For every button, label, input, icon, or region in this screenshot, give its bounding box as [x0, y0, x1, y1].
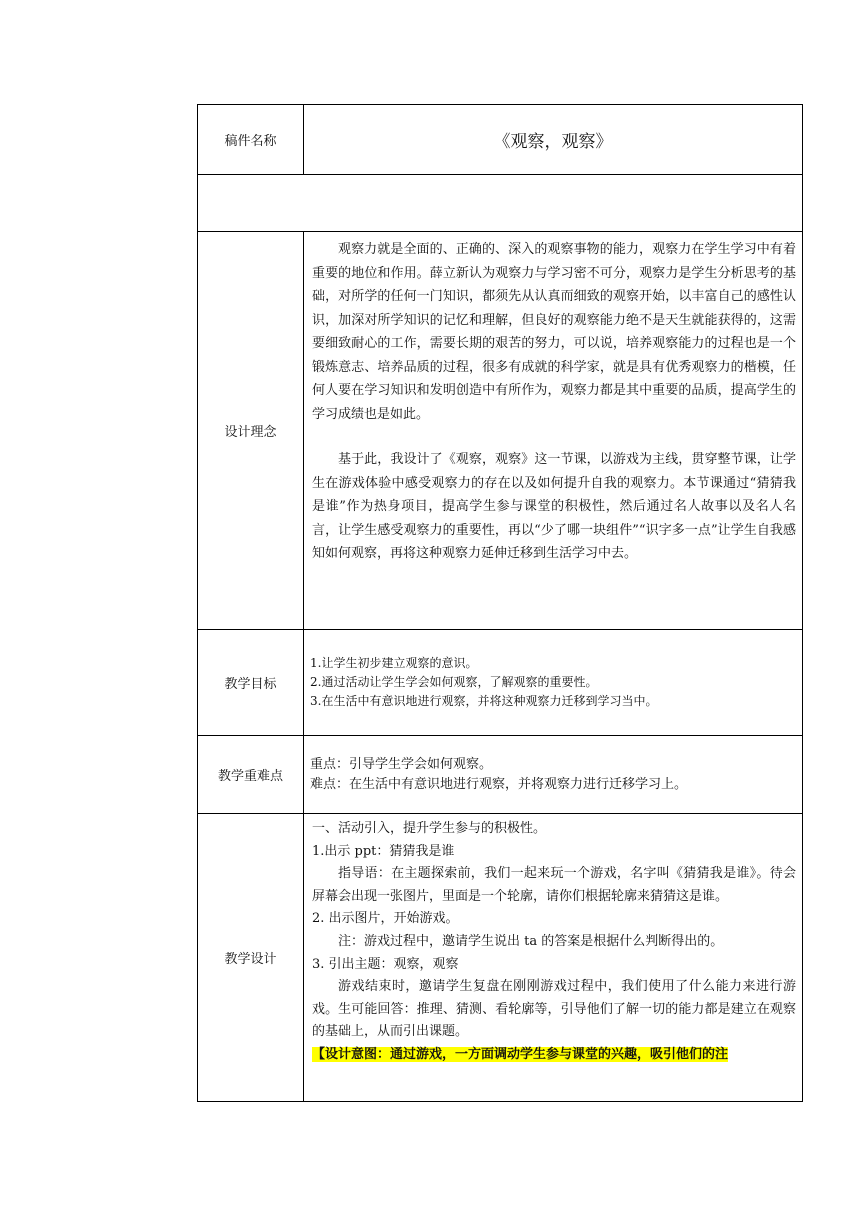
label-teaching-design: 教学设计	[198, 814, 304, 1102]
theory-paragraph-1: 观察力就是全面的、正确的、深入的观察事物的能力，观察力在学生学习中有着重要的地位和作用。薛立新认为观察力与学习密不可分，观察力是学生分析思考的基础，对所学的任何一门知识，都须先从认真而细致的观察开始，以丰富自己的感性认识，加深对所学知识的记忆和理解，但良好的观察能力绝不是天生就能获得的，这需要细致耐心的工作，需要长期的艰苦的努力，可以说，培养观察能力的过程也是一个锻炼意志、培养品质的过程，很多有成就的科学家，就是具有优秀观察力的楷模，任何人要在学习知识和发明创造中有所作为，观察力都是其中重要的品质，提高学生的学习成绩也是如此。	[312, 242, 796, 422]
key-difficulties-content	[304, 736, 803, 814]
key-point: 重点：引导学生学会如何观察。	[310, 756, 493, 772]
teaching-design-content	[304, 814, 803, 1102]
label-design-theory: 设计理念	[198, 232, 304, 630]
row-key-points	[198, 736, 803, 814]
design-section-heading: 一、活动引入，提升学生参与的积极性。	[312, 821, 547, 836]
blank-cell	[198, 175, 803, 232]
label-teaching-goals: 教学目标	[198, 630, 304, 736]
manuscript-title: 《观察，观察》	[304, 105, 803, 175]
goal-item: 2.通过活动让学生学会如何观察，了解观察的重要性。	[310, 675, 598, 689]
difficult-point: 难点：在生活中有意识地进行观察，并将观察力进行迁移学习上。	[310, 776, 688, 792]
goal-item: 1.让学生初步建立观察的意识。	[310, 656, 478, 670]
row-teaching-design	[198, 814, 803, 1102]
design-theory-content	[304, 232, 803, 630]
theory-paragraph-2: 基于此，我设计了《观察，观察》这一节课，以游戏为主线，贯穿整节课，让学生在游戏体验中感受观察力的存在以及如何提升自我的观察力。本节课通过“猜猜我是谁”作为热身项目，提高学生参与课堂的积极性，然后通过名人故事以及名人名言，让学生感受观察力的重要性，再以“少了哪一块组件”“识字多一点”让学生自我感知如何观察，再将这种观察力延伸迁移到生活学习中去。	[312, 452, 796, 561]
design-summary: 游戏结束时，邀请学生复盘在刚刚游戏过程中，我们使用了什么能力来进行游戏。生可能回答：推理、猜测、看轮廓等，引导他们了解一切的能力都是建立在观察的基础上，从而引出课题。	[312, 979, 796, 1040]
label-key-difficulties: 教学重难点	[198, 736, 304, 814]
row-title	[198, 105, 803, 175]
design-step: 2. 出示图片，开始游戏。	[312, 911, 459, 927]
goal-item: 3.在生活中有意识地进行观察，并将这种观察力迁移到学习当中。	[310, 694, 658, 708]
row-design-theory	[198, 232, 803, 630]
design-step: 1.出示 ppt：猜猜我是谁	[312, 843, 455, 859]
design-step: 3. 引出主题：观察，观察	[312, 956, 459, 972]
label-manuscript-name: 稿件名称	[198, 105, 304, 175]
design-intent-text: 【设计意图：通过游戏，一方面调动学生参与课堂的兴趣，吸引他们的注	[312, 1046, 729, 1062]
design-intent-highlight	[312, 1044, 796, 1067]
row-goals	[198, 630, 803, 736]
design-guide-text: 指导语：在主题探索前，我们一起来玩一个游戏，名字叫《猜猜我是谁》。待会屏幕会出现一张图片，里面是一个轮廓，请你们根据轮廓来猜猜这是谁。	[312, 866, 796, 904]
lesson-plan-table	[197, 104, 803, 1102]
design-note: 注：游戏过程中，邀请学生说出 ta 的答案是根据什么判断得出的。	[338, 933, 724, 949]
teaching-goals-content	[304, 630, 803, 736]
row-blank	[198, 175, 803, 232]
